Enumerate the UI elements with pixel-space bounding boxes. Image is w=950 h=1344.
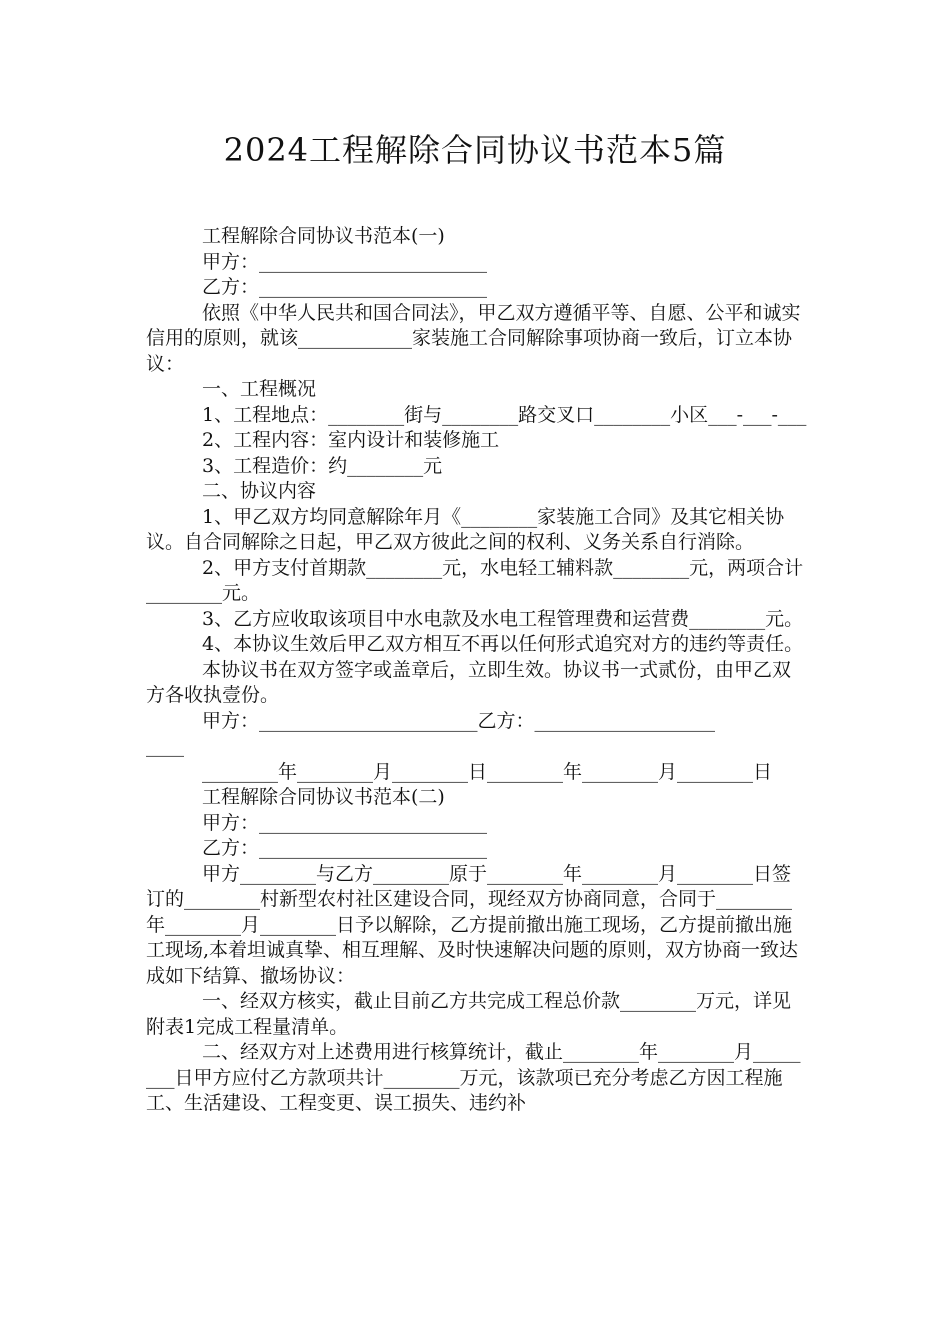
party-b-line: 乙方：________________________ <box>202 276 488 298</box>
clause-1: 1、甲乙双方均同意解除年月《________家装施工合同》及其它相关协议。自合同解除之日起，甲乙双方彼此之间的权利、义务关系自行消除。 <box>146 505 785 553</box>
party-a-line: 甲方：________________________ <box>202 811 488 834</box>
intro-paragraph: 依照《中华人民共和国合同法》，甲乙双方遵循平等、自愿、公平和诚实信用的原则，就该____________家装施工合同解除事项协商一致后，订立本协议： <box>146 301 801 375</box>
effect-paragraph: 本协议书在双方签字或盖章后，立即生效。协议书一式贰份，由甲乙双方各收执壹份。 <box>146 658 792 706</box>
signature-line-tail: ____ <box>146 735 184 757</box>
date-line: ________年________月________日________年________月________日 <box>202 760 773 783</box>
paragraph-2: 二、经双方对上述费用进行核算统计，截止________年________月________日甲方应付乙方款项共计________万元，该款项已充分考虑乙方因工程施工、生活建设、工程变更、误工损失、违约补 <box>146 1041 801 1114</box>
party-a-line: 甲方：________________________ <box>202 250 488 273</box>
project-content: 2、工程内容：室内设计和装修施工 <box>202 429 500 451</box>
intro-paragraph: 甲方________与乙方________原于________年________月________日签订的________村新型农村社区建设合同，现经双方协商同意，合同于________年________月________日予以解除，乙方提前撤出施工现场，乙方提前撤出施工现场,本着坦诚真挚、相互理解、及时快速解决问题的原则，双方协商一致达成如下结算、撤场协议： <box>146 862 799 987</box>
clause-3: 3、乙方应收取该项目中水电款及水电工程管理费和运营费________元。 <box>202 607 804 630</box>
document-body <box>146 224 808 1117</box>
clause-2: 2、甲方支付首期款________元，水电轻工辅料款________元，两项合计________元。 <box>146 556 804 604</box>
clause-4: 4、本协议生效后甲乙双方相互不再以任何形式追究对方的违约等责任。 <box>202 633 804 655</box>
project-location: 1、工程地点：________街与________路交叉口________小区___-___-___ <box>202 403 807 426</box>
section-heading: 工程解除合同协议书范本(二) <box>202 786 445 808</box>
paragraph-1: 一、经双方核实，截止目前乙方共完成工程总价款________万元，详见附表1完成工程量清单。 <box>146 990 792 1038</box>
subheading-agreement-content: 二、协议内容 <box>202 480 317 502</box>
signature-line: 甲方：_______________________乙方：___________________ <box>202 709 716 732</box>
section-heading: 工程解除合同协议书范本(一) <box>202 225 445 247</box>
document-title: 2024工程解除合同协议书范本5篇 <box>223 131 727 169</box>
project-cost: 3、工程造价：约________元 <box>202 454 443 477</box>
subheading-project-overview: 一、工程概况 <box>202 378 317 400</box>
party-b-line: 乙方：________________________ <box>202 837 488 859</box>
